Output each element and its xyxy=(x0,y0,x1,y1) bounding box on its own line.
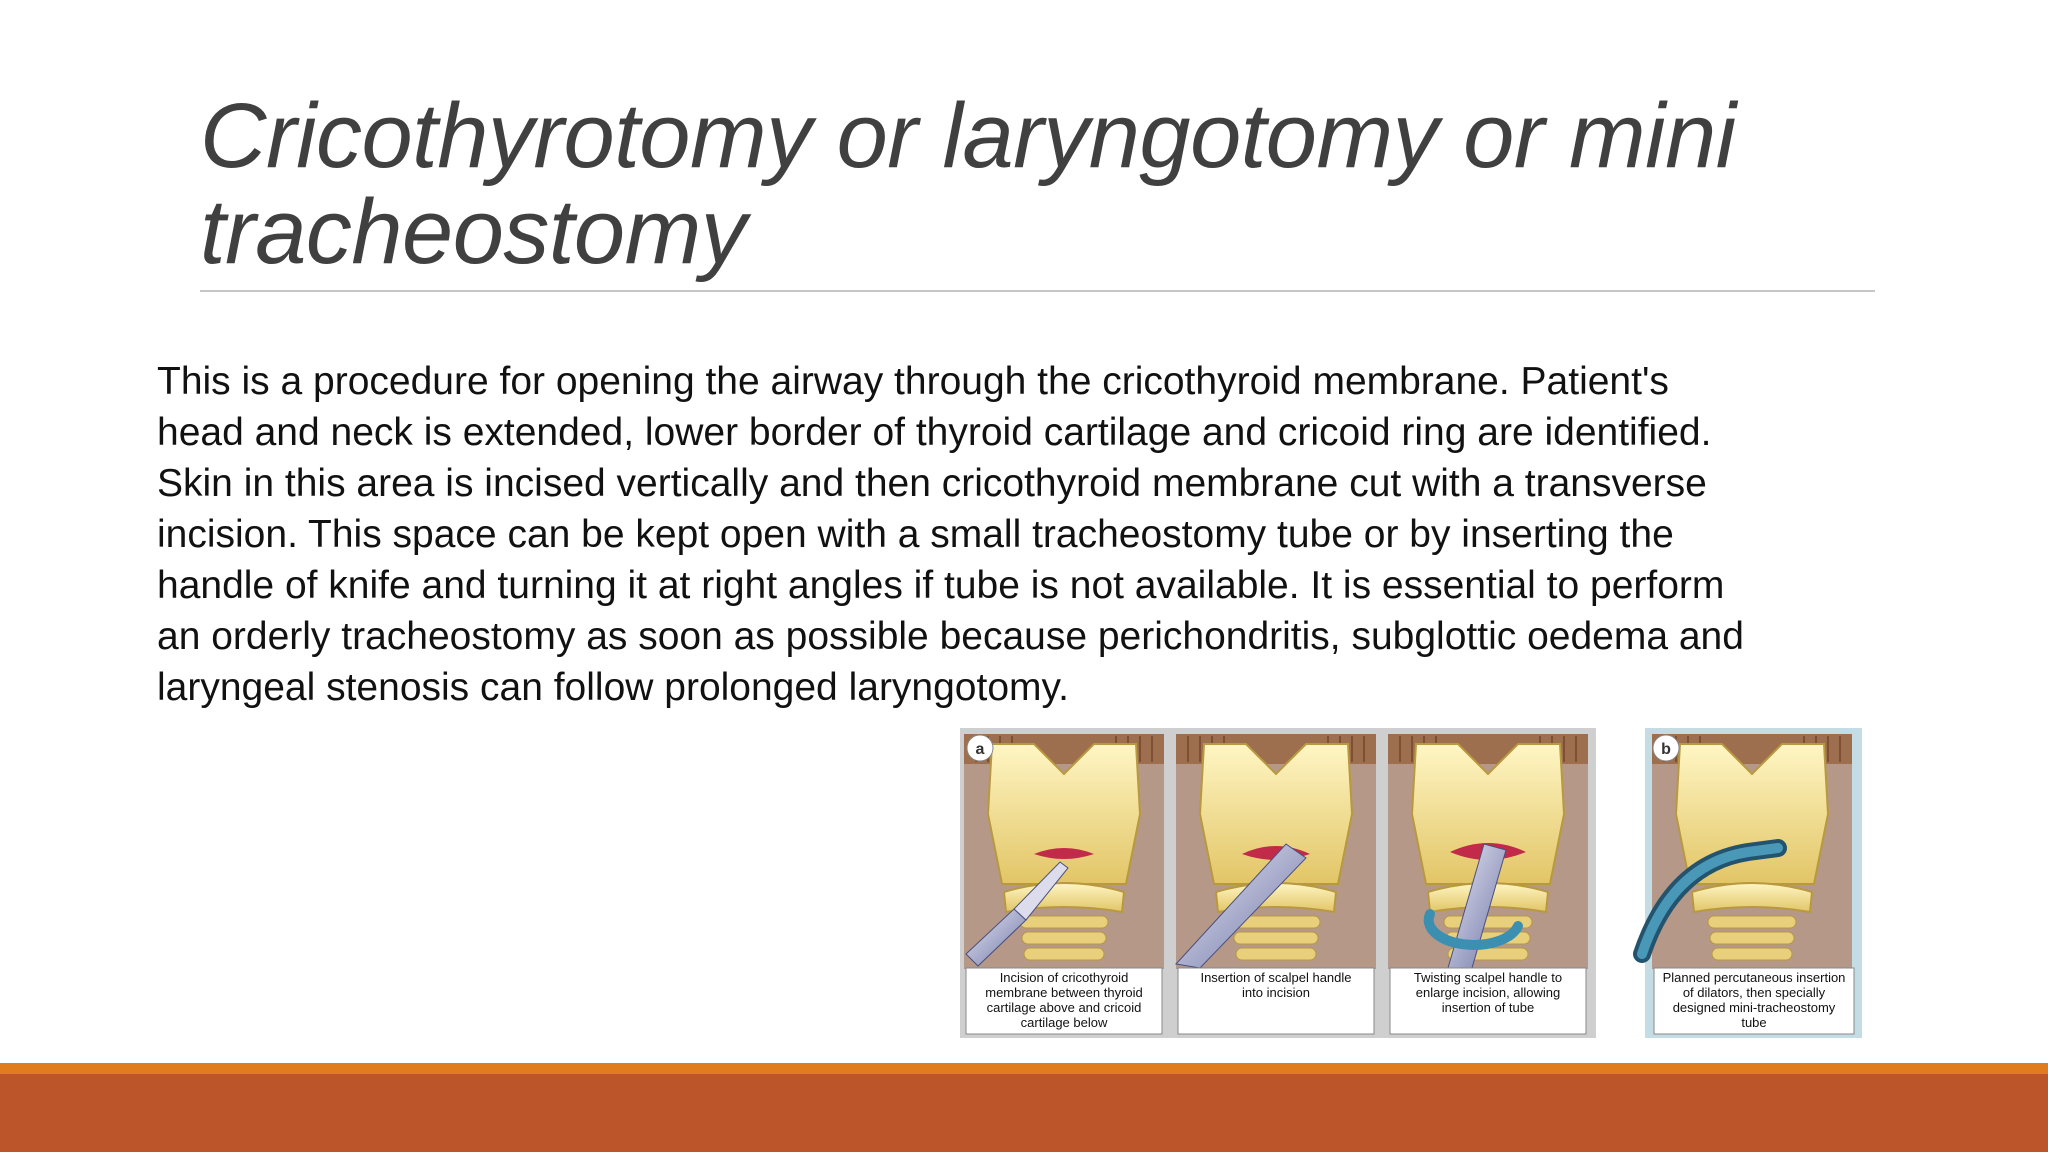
caption-4-line-1: Planned percutaneous insertion xyxy=(1662,970,1846,985)
slide-title: Cricothyrotomy or laryngotomy or mini tracheostomy xyxy=(200,85,1736,283)
panel-mini-tracheostomy xyxy=(1642,734,1852,969)
caption-2-line-2: into incision xyxy=(1242,985,1310,1000)
caption-1-line-1: Incision of cricothyroid xyxy=(999,970,1129,985)
caption-3-line-1: Twisting scalpel handle to xyxy=(1413,970,1563,985)
panel-insertion xyxy=(1176,734,1376,969)
panel-a-label: a xyxy=(975,741,985,758)
caption-4-line-4: tube xyxy=(1741,1015,1767,1030)
caption-1-line-4: cartilage below xyxy=(1020,1015,1108,1030)
panel-b-label: b xyxy=(1661,741,1671,758)
caption-3-line-3: insertion of tube xyxy=(1441,1000,1535,1015)
caption-1-line-2: membrane between thyroid xyxy=(985,985,1143,1000)
body-paragraph: This is a procedure for opening the airway through the cricothyroid membrane. Patient's head and neck is extended, lower border of thyroid cartilage and cricoid ring are identified. Skin in this area is incised vertically and then cricothyroid membrane cut with a transverse incision. This space can be kept open with a small tracheostomy tube or by inserting the handle of knife and turning it at right angles if tube is not available. It is essential to perform an orderly tracheostomy as soon as possible because perichondritis, subglottic oedema and laryngeal stenosis can follow prolonged laryngotomy. xyxy=(157,360,1744,709)
footer-band xyxy=(0,1074,2048,1152)
caption-2-line-1: Insertion of scalpel handle xyxy=(1200,970,1352,985)
caption-3-line-2: enlarge incision, allowing xyxy=(1415,985,1561,1000)
caption-4-line-3: designed mini-tracheostomy xyxy=(1672,1000,1836,1015)
panel-twisting xyxy=(1388,734,1588,969)
cricothyrotomy-illustration xyxy=(960,728,1862,1038)
title-divider xyxy=(200,290,1875,292)
caption-1-line-3: cartilage above and cricoid xyxy=(986,1000,1142,1015)
footer-accent-stripe xyxy=(0,1063,2048,1074)
panel-incision xyxy=(964,734,1164,969)
caption-4-line-2: of dilators, then specially xyxy=(1682,985,1826,1000)
